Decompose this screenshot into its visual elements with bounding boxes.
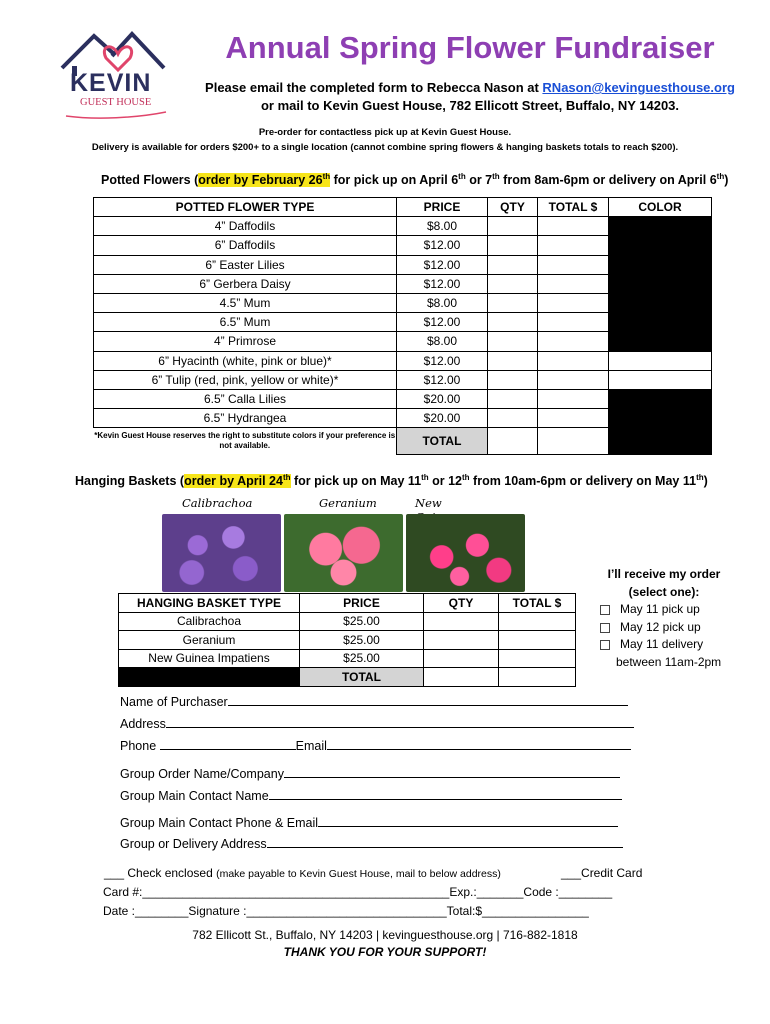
flower-type: 6” Gerbera Daisy <box>94 274 397 293</box>
flower-price: $8.00 <box>397 332 488 351</box>
flower-type: 4” Daffodils <box>94 217 397 236</box>
checkbox-icon[interactable] <box>600 623 610 633</box>
table-row <box>94 409 712 428</box>
table-row <box>119 612 576 631</box>
total-cell[interactable] <box>499 612 576 631</box>
logo-name: KEVIN <box>70 69 152 97</box>
col-header-color: COLOR <box>609 198 712 217</box>
delivery-note: Delivery is available for orders $200+ to a single location (cannot combine spring flowers & hanging baskets totals to reach $200). <box>91 142 679 153</box>
logo <box>56 26 176 121</box>
color-cell[interactable] <box>609 351 712 370</box>
col-header-type: POTTED FLOWER TYPE <box>94 198 397 217</box>
col-header-price: PRICE <box>397 198 488 217</box>
flower-price: $8.00 <box>397 293 488 312</box>
group-address-field[interactable] <box>120 834 623 851</box>
field-label: Group Order Name/Company <box>120 767 284 781</box>
basket-price: $25.00 <box>300 649 424 668</box>
flower-price: $20.00 <box>397 389 488 408</box>
sup: th <box>492 172 500 181</box>
flower-type: 6.5” Calla Lilies <box>94 389 397 408</box>
receive-options <box>596 566 732 671</box>
field-label: Group Main Contact Phone & Email <box>120 816 319 830</box>
footer-address: 782 Ellicott St., Buffalo, NY 14203 | kevinguesthouse.org | 716-882-1818 <box>192 928 578 942</box>
table-row <box>94 236 712 255</box>
input-line[interactable] <box>267 834 623 848</box>
flower-price: $12.00 <box>397 274 488 293</box>
table-header-row <box>119 594 576 613</box>
qty-total-cell[interactable] <box>424 668 499 687</box>
sup: th <box>716 172 725 181</box>
color-cell <box>609 313 712 332</box>
flower-price: $12.00 <box>397 313 488 332</box>
blank-cell <box>119 668 300 687</box>
table-row <box>94 313 712 332</box>
table-row <box>119 649 576 668</box>
input-line[interactable] <box>228 692 628 706</box>
potted-flower-table <box>93 197 712 455</box>
color-cell <box>609 428 712 455</box>
contact-prefix: Please email the completed form to Rebecca Nason at <box>205 80 543 95</box>
qty-cell[interactable] <box>488 274 538 293</box>
check-label: ___ Check enclosed <box>104 866 217 880</box>
sup: th <box>322 172 331 181</box>
footer-thanks: THANK YOU FOR YOUR SUPPORT! <box>283 945 487 959</box>
flower-price: $20.00 <box>397 409 488 428</box>
color-cell <box>609 409 712 428</box>
table-header-row <box>94 198 712 217</box>
photo-caption: Calibrachoa <box>182 496 253 510</box>
address-field[interactable] <box>120 714 634 731</box>
total-cell[interactable] <box>538 313 609 332</box>
flower-type: 6” Hyacinth (white, pink or blue)* <box>94 351 397 370</box>
total-cell[interactable] <box>538 389 609 408</box>
total-cell[interactable] <box>538 370 609 389</box>
total-cell[interactable] <box>499 631 576 650</box>
option-may11-delivery[interactable] <box>596 636 732 654</box>
potted-heading <box>101 172 728 187</box>
delivery-window: between 11am-2pm <box>616 654 722 669</box>
flower-type: 6” Easter Lilies <box>94 255 397 274</box>
option-label: May 11 pick up <box>620 602 700 616</box>
flower-type: 4.5” Mum <box>94 293 397 312</box>
color-cell[interactable] <box>609 370 712 389</box>
signature-line[interactable]: Date :________Signature :______________________________Total:$________________ <box>103 904 589 918</box>
qty-cell[interactable] <box>488 255 538 274</box>
total-cell[interactable] <box>538 332 609 351</box>
color-cell <box>609 293 712 312</box>
col-header-qty: QTY <box>424 594 499 613</box>
basket-price: $25.00 <box>300 631 424 650</box>
group-phone-field[interactable] <box>120 813 618 830</box>
potted-deadline-text: order by February 26 <box>198 173 323 188</box>
total-cell[interactable] <box>538 255 609 274</box>
input-line[interactable] <box>284 764 620 778</box>
qty-cell[interactable] <box>488 351 538 370</box>
qty-cell[interactable] <box>488 293 538 312</box>
preorder-note: Pre-order for contactless pick up at Kevin Guest House. <box>258 127 512 138</box>
baskets-heading-a: Hanging Baskets ( <box>75 474 185 489</box>
potted-heading-b: for pick up on April 6 <box>330 173 459 188</box>
baskets-deadline <box>184 474 290 488</box>
contact-line-1 <box>200 80 740 95</box>
table-row <box>94 217 712 236</box>
logo-subtitle: GUEST HOUSE <box>80 97 152 108</box>
qty-cell[interactable] <box>424 631 499 650</box>
flower-type: 6.5” Hydrangea <box>94 409 397 428</box>
option-may12-pickup[interactable] <box>596 619 732 637</box>
phone-email-field[interactable] <box>120 736 631 753</box>
flower-type: 6” Daffodils <box>94 236 397 255</box>
potted-heading-e: ) <box>724 173 729 188</box>
color-cell <box>609 332 712 351</box>
color-cell <box>609 274 712 293</box>
checkbox-icon[interactable] <box>600 605 610 615</box>
col-header-total: TOTAL $ <box>499 594 576 613</box>
new-guinea-impatiens-photo <box>406 514 525 592</box>
table-row <box>94 293 712 312</box>
total-cell[interactable] <box>538 293 609 312</box>
field-label: Phone <box>120 739 160 753</box>
input-line[interactable] <box>318 813 618 827</box>
basket-price: $25.00 <box>300 612 424 631</box>
basket-type: Calibrachoa <box>119 612 300 631</box>
col-header-price: PRICE <box>300 594 424 613</box>
photo-caption: Geranium <box>319 496 377 510</box>
receive-subtitle: (select one): <box>628 584 700 599</box>
table-row <box>94 274 712 293</box>
contact-line-2: or mail to Kevin Guest House, 782 Ellicott Street, Buffalo, NY 14203. <box>260 98 680 113</box>
baskets-deadline-text: order by April 24 <box>184 474 283 489</box>
field-label: Email <box>295 739 327 753</box>
sup: th <box>696 473 704 482</box>
total-cell[interactable] <box>538 351 609 370</box>
input-line[interactable] <box>269 786 622 800</box>
baskets-heading-e: ) <box>703 474 708 489</box>
table-row <box>94 389 712 408</box>
total-label: TOTAL <box>397 428 488 455</box>
col-header-type: HANGING BASKET TYPE <box>119 594 300 613</box>
flower-price: $12.00 <box>397 370 488 389</box>
total-cell[interactable] <box>538 274 609 293</box>
basket-type: Geranium <box>119 631 300 650</box>
total-row <box>94 428 712 455</box>
checkbox-icon[interactable] <box>600 640 610 650</box>
sup: th <box>462 473 470 482</box>
card-details-line[interactable]: Card #:______________________________________________Exp.:_______Code :________ <box>103 885 613 899</box>
option-label: May 11 delivery <box>620 637 704 651</box>
potted-heading-a: Potted Flowers ( <box>101 173 199 188</box>
baskets-heading-c: or 12 <box>428 474 463 489</box>
color-cell <box>609 389 712 408</box>
total-cell[interactable] <box>538 236 609 255</box>
qty-cell[interactable] <box>488 370 538 389</box>
field-label: Name of Purchaser <box>120 695 228 709</box>
qty-cell[interactable] <box>488 409 538 428</box>
sup: th <box>282 473 291 482</box>
input-line[interactable] <box>166 714 634 728</box>
sup: th <box>421 473 429 482</box>
total-cell[interactable] <box>538 217 609 236</box>
flower-type: 6.5” Mum <box>94 313 397 332</box>
flower-type: 6” Tulip (red, pink, yellow or white)* <box>94 370 397 389</box>
col-header-total: TOTAL $ <box>538 198 609 217</box>
qty-cell[interactable] <box>488 313 538 332</box>
page-title: Annual Spring Flower Fundraiser <box>225 30 715 65</box>
potted-heading-d: from 8am-6pm or delivery on April 6 <box>499 173 717 188</box>
qty-cell[interactable] <box>424 612 499 631</box>
table-row <box>94 370 712 389</box>
option-label: May 12 pick up <box>620 619 701 634</box>
qty-cell[interactable] <box>488 236 538 255</box>
total-label: TOTAL <box>300 668 424 687</box>
receive-title: I’ll receive my order <box>607 567 721 581</box>
qty-cell[interactable] <box>488 217 538 236</box>
purchaser-name-field[interactable] <box>120 692 628 709</box>
table-row <box>94 332 712 351</box>
calibrachoa-photo <box>162 514 281 592</box>
total-cell[interactable] <box>538 409 609 428</box>
qty-cell[interactable] <box>488 332 538 351</box>
total-cell[interactable] <box>499 649 576 668</box>
group-order-field[interactable] <box>120 764 620 781</box>
color-footnote: *Kevin Guest House reserves the right to substitute colors if your preference is not available. <box>94 431 396 451</box>
flower-price: $12.00 <box>397 236 488 255</box>
baskets-heading <box>75 473 708 488</box>
basket-type: New Guinea Impatiens <box>119 649 300 668</box>
phone-input-line[interactable] <box>160 736 296 750</box>
qty-cell[interactable] <box>488 389 538 408</box>
credit-card-option[interactable]: ___Credit Card <box>561 866 643 880</box>
check-note: (make payable to Kevin Guest House, mail to below address) <box>216 868 501 880</box>
table-row <box>94 255 712 274</box>
check-enclosed-option[interactable] <box>104 866 501 880</box>
table-row <box>94 351 712 370</box>
geranium-photo <box>284 514 403 592</box>
col-header-qty: QTY <box>488 198 538 217</box>
potted-heading-c: or 7 <box>465 173 493 188</box>
color-cell <box>609 217 712 236</box>
flower-price: $12.00 <box>397 255 488 274</box>
photo-caption: New <box>415 496 442 510</box>
field-label: Address <box>120 717 166 731</box>
flower-price: $12.00 <box>397 351 488 370</box>
option-may11-pickup[interactable] <box>596 601 732 619</box>
table-row <box>119 631 576 650</box>
hanging-basket-table <box>118 593 576 687</box>
sup: th <box>458 172 466 181</box>
qty-cell[interactable] <box>424 649 499 668</box>
potted-deadline <box>198 173 330 187</box>
qty-total-cell[interactable] <box>488 428 538 455</box>
email-input-line[interactable] <box>327 736 631 750</box>
field-label: Group or Delivery Address <box>120 837 267 851</box>
baskets-heading-b: for pick up on May 11 <box>290 474 422 489</box>
grand-total-cell[interactable] <box>499 668 576 687</box>
flower-price: $8.00 <box>397 217 488 236</box>
total-row <box>119 668 576 687</box>
field-label: Group Main Contact Name <box>120 789 269 803</box>
color-cell <box>609 255 712 274</box>
baskets-heading-d: from 10am-6pm or delivery on May 11 <box>469 474 697 489</box>
email-link[interactable]: RNason@kevinguesthouse.org <box>542 80 735 95</box>
flower-type: 4” Primrose <box>94 332 397 351</box>
grand-total-cell[interactable] <box>538 428 609 455</box>
color-cell <box>609 236 712 255</box>
group-contact-field[interactable] <box>120 786 622 803</box>
